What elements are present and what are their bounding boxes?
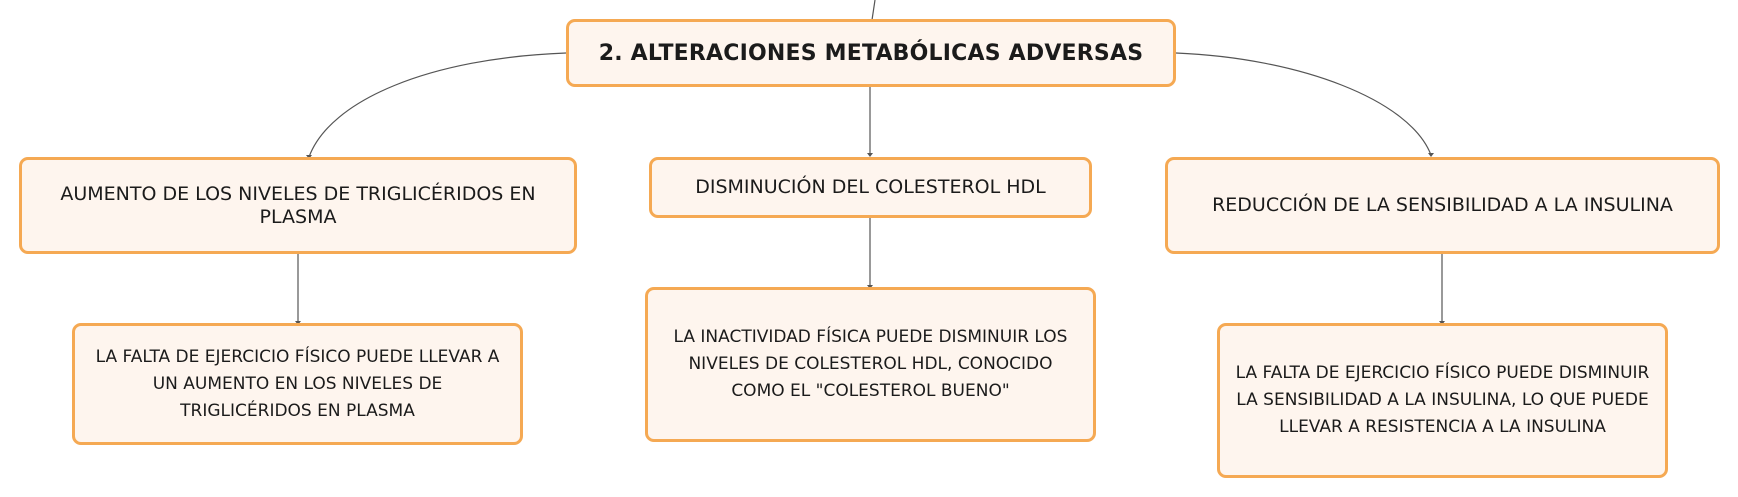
branch-node-triglicéridos[interactable]: AUMENTO DE LOS NIVELES DE TRIGLICÉRIDOS EN PLASMA bbox=[19, 157, 577, 254]
detail-node-triglicéridos[interactable]: LA FALTA DE EJERCICIO FÍSICO PUEDE LLEVAR A UN AUMENTO EN LOS NIVELES DE TRIGLICÉRIDOS EN PLASMA bbox=[72, 323, 523, 445]
branch-node-insulina[interactable]: REDUCCIÓN DE LA SENSIBILIDAD A LA INSULINA bbox=[1165, 157, 1720, 254]
connector-root-branch-3 bbox=[1176, 53, 1431, 155]
detail-node-insulina[interactable]: LA FALTA DE EJERCICIO FÍSICO PUEDE DISMINUIR LA SENSIBILIDAD A LA INSULINA, LO QUE PUEDE LLEVAR A RESISTENCIA A LA INSULINA bbox=[1217, 323, 1668, 478]
branch-node-colesterol-hdl[interactable]: DISMINUCIÓN DEL COLESTEROL HDL bbox=[649, 157, 1092, 218]
detail-node-colesterol-hdl[interactable]: LA INACTIVIDAD FÍSICA PUEDE DISMINUIR LOS NIVELES DE COLESTEROL HDL, CONOCIDO COMO EL "COLESTEROL BUENO" bbox=[645, 287, 1096, 442]
root-node[interactable]: 2. ALTERACIONES METABÓLICAS ADVERSAS bbox=[566, 19, 1176, 87]
connector-parent-root bbox=[872, 0, 875, 20]
connector-root-branch-1 bbox=[309, 53, 566, 157]
